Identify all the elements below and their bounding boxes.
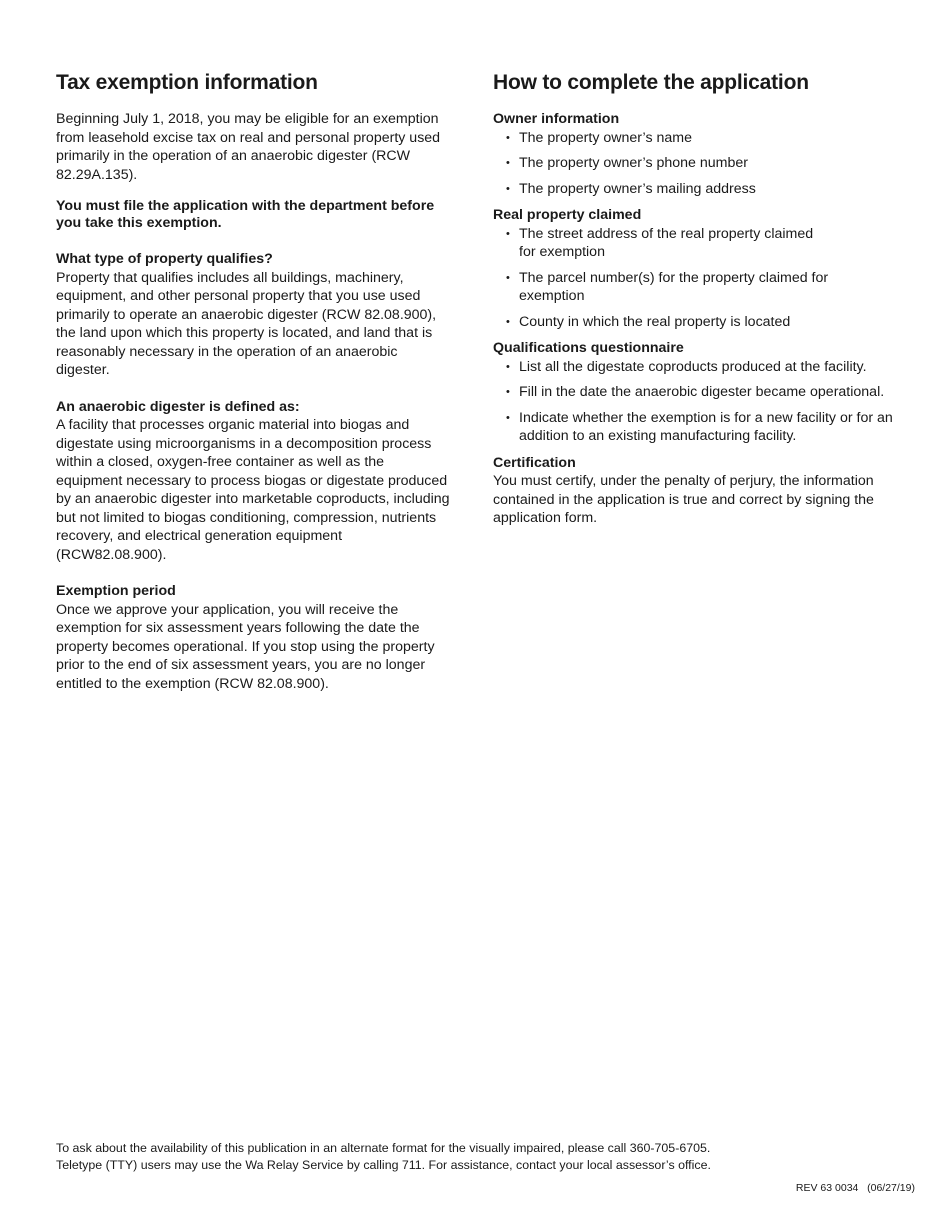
owner-information-section bbox=[493, 110, 903, 198]
section-heading: Certification bbox=[493, 454, 576, 471]
bullet-icon: • bbox=[506, 411, 510, 424]
questionnaire-section bbox=[493, 339, 903, 446]
list-item: • County in which the real property is located bbox=[506, 313, 791, 330]
form-number: REV 63 0034 (06/27/19) bbox=[795, 1182, 915, 1194]
section-body: You must certify, under the penalty of perjury, the information contained in the application is true and correct by signing the application form. bbox=[493, 473, 874, 526]
list-item: • Indicate whether the exemption is for a new facility or for an addition to an existing manufacturing facility. bbox=[506, 409, 893, 444]
list-item: • The property owner’s name bbox=[506, 129, 692, 146]
bullet-icon: • bbox=[506, 386, 510, 398]
list-item: • Fill in the date the anaerobic digester became operational. bbox=[506, 384, 885, 400]
section-heading: Qualifications questionnaire bbox=[493, 340, 684, 356]
qualifying-property-section bbox=[56, 250, 454, 380]
tax-exemption-title: Tax exemption information bbox=[56, 71, 318, 94]
section-heading: An anaerobic digester is defined as: bbox=[56, 398, 300, 415]
owner-list bbox=[493, 129, 903, 199]
list-item: • The property owner’s mailing address bbox=[506, 180, 756, 197]
footer-line: Teletype (TTY) users may use the Wa Relay Service by calling 711. For assistance, contact your local assessor’s office. bbox=[56, 1158, 711, 1172]
list-item: • The parcel number(s) for the property claimed for exemption bbox=[506, 269, 829, 304]
section-heading: Real property claimed bbox=[493, 207, 642, 223]
list-item: • List all the digestate coproducts produced at the facility. bbox=[506, 358, 867, 375]
bullet-icon: • bbox=[506, 131, 510, 144]
section-body: Property that qualifies includes all buildings, machinery, equipment, and other personal property that you use used primarily to operate an anaerobic digester (RCW 82.08.900), the land upon which this property is located, and land that is reasonably necessary in the operation of an anaerobic digester. bbox=[56, 269, 437, 378]
real-property-section bbox=[493, 206, 903, 331]
intro-paragraph: Beginning July 1, 2018, you may be eligible for an exemption from leasehold excise tax on real and personal property used primarily in the operation of an anaerobic digester (RCW 82.29A.135). bbox=[56, 111, 441, 183]
real-property-list bbox=[493, 225, 833, 332]
filing-notice: You must file the application with the department before you take this exemption. bbox=[56, 198, 435, 231]
footer-line: To ask about the availability of this publication in an alternate format for the visually impaired, please call 360-705-6705. bbox=[56, 1141, 711, 1155]
bullet-icon: • bbox=[506, 315, 510, 328]
list-item: • The street address of the real property claimed for exemption bbox=[506, 225, 814, 260]
bullet-icon: • bbox=[506, 227, 510, 240]
left-column bbox=[56, 70, 454, 711]
digester-definition-section bbox=[56, 398, 454, 565]
bullet-icon: • bbox=[506, 271, 510, 284]
accessibility-footer bbox=[56, 1140, 916, 1174]
right-column bbox=[493, 70, 903, 532]
bullet-icon: • bbox=[506, 157, 510, 169]
section-heading: Owner information bbox=[493, 111, 620, 127]
list-item: • The property owner’s phone number bbox=[506, 155, 748, 171]
section-heading: What type of property qualifies? bbox=[56, 251, 273, 267]
exemption-period-section bbox=[56, 582, 454, 693]
section-heading: Exemption period bbox=[56, 583, 176, 599]
how-to-complete-title: How to complete the application bbox=[493, 71, 809, 94]
bullet-icon: • bbox=[506, 182, 510, 195]
certification-section bbox=[493, 454, 903, 528]
questionnaire-list bbox=[493, 358, 903, 446]
section-body: A facility that processes organic material into biogas and digestate using microorganisms in a decomposition process within a closed, oxygen-free container as well as the equipment necessary to process biogas or digestate produced by an anaerobic digester into marketable coproducts, including but not limited to biogas conditioning, compression, nutrients recovery, and electrical generation equipment (RCW82.08.900). bbox=[56, 417, 450, 563]
bullet-icon: • bbox=[506, 360, 510, 373]
section-body: Once we approve your application, you will receive the exemption for six assessment years following the date the property becomes operational. If you stop using the property prior to the end of six assessment years, you are no longer entitled to the exemption (RCW 82.08.900). bbox=[56, 601, 435, 692]
